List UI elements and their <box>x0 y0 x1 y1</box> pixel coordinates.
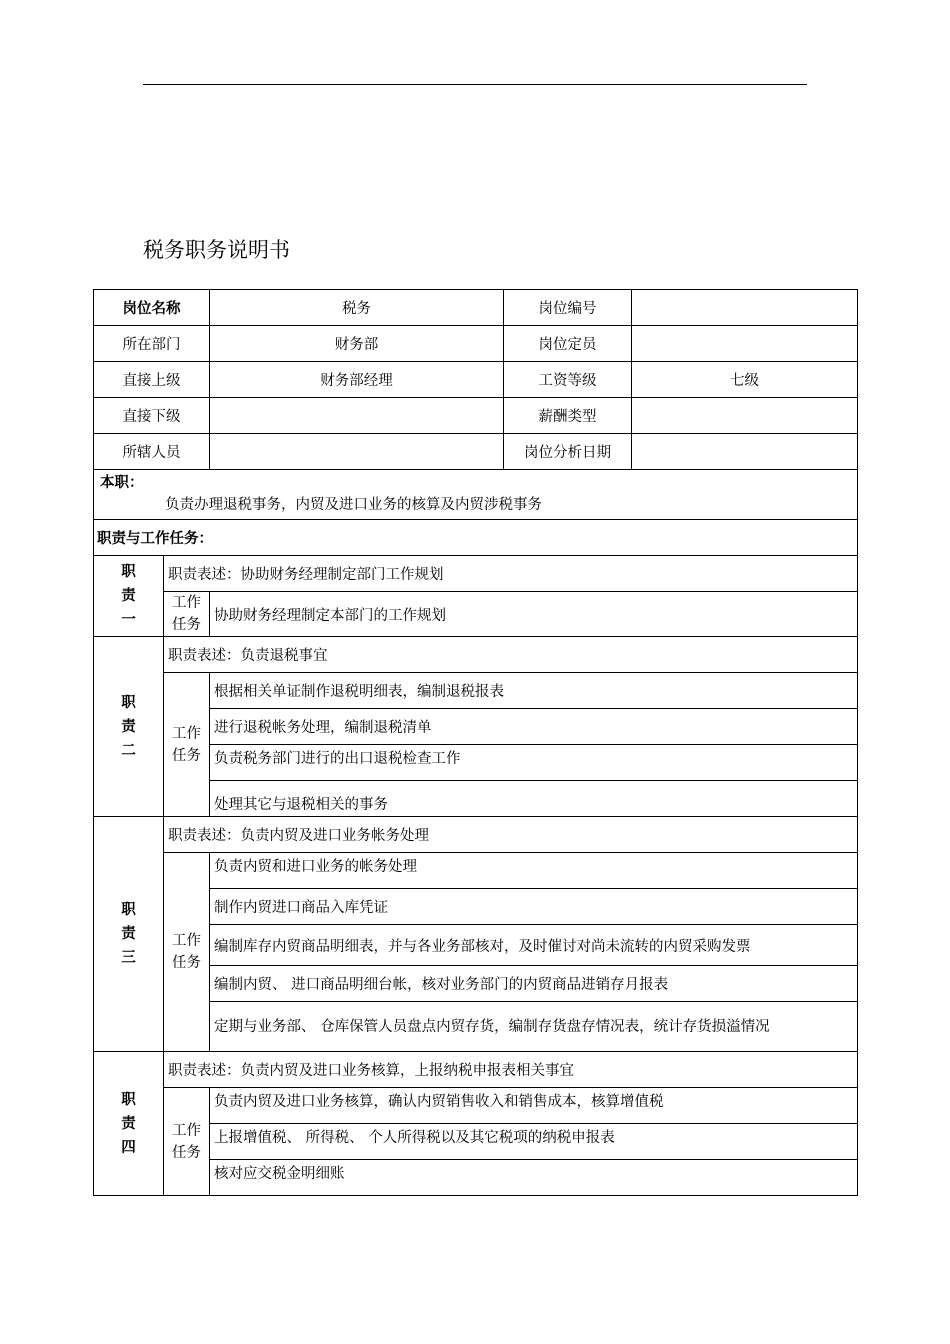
info-value: 财务部经理 <box>210 362 504 398</box>
info-value <box>210 398 504 434</box>
info-label: 岗位定员 <box>504 326 632 362</box>
task-item: 处理其它与退税相关的事务 <box>210 781 858 817</box>
info-row <box>94 362 858 398</box>
info-value <box>210 434 504 470</box>
info-label: 直接上级 <box>94 362 210 398</box>
task-item: 协助财务经理制定本部门的工作规划 <box>210 592 858 637</box>
duty-statement: 职责表述：负责退税事宜 <box>164 637 858 673</box>
duty-name: 职 责 二 <box>94 637 164 817</box>
info-label: 直接下级 <box>94 398 210 434</box>
info-row <box>94 326 858 362</box>
header-rule <box>143 84 807 85</box>
duty-name: 职 责 四 <box>94 1052 164 1196</box>
job-description-table <box>93 289 858 1196</box>
duty-statement: 职责表述：负责内贸及进口业务核算，上报纳税申报表相关事宜 <box>164 1052 858 1088</box>
task-label: 工作 任务 <box>164 1088 210 1196</box>
task-item: 编制库存内贸商品明细表，并与各业务部核对，及时催讨对尚未流转的内贸采购发票 <box>210 925 858 966</box>
page-title: 税务职务说明书 <box>143 238 290 262</box>
info-label: 所在部门 <box>94 326 210 362</box>
duties-header: 职责与工作任务： <box>94 520 858 556</box>
core-duty-row <box>94 470 858 520</box>
duty-name: 职 责 一 <box>94 556 164 637</box>
info-label: 所辖人员 <box>94 434 210 470</box>
info-value <box>632 398 858 434</box>
info-row <box>94 434 858 470</box>
task-item: 根据相关单证制作退税明细表，编制退税报表 <box>210 673 858 709</box>
info-label: 薪酬类型 <box>504 398 632 434</box>
task-item: 定期与业务部、 仓库保管人员盘点内贸存货，编制存货盘存情况表，统计存货损溢情况 <box>210 1002 858 1052</box>
info-label: 岗位编号 <box>504 290 632 326</box>
info-row <box>94 290 858 326</box>
task-label: 工作 任务 <box>164 673 210 817</box>
task-item: 上报增值税、 所得税、 个人所得税以及其它税项的纳税申报表 <box>210 1124 858 1160</box>
core-duty-label: 本职： <box>100 475 144 491</box>
info-value <box>632 290 858 326</box>
duty-statement: 职责表述：协助财务经理制定部门工作规划 <box>164 556 858 592</box>
duty-statement: 职责表述：负责内贸及进口业务帐务处理 <box>164 817 858 853</box>
info-value: 七级 <box>632 362 858 398</box>
info-label: 岗位名称 <box>94 290 210 326</box>
info-value <box>632 326 858 362</box>
task-item: 编制内贸、 进口商品明细台帐，核对业务部门的内贸商品进销存月报表 <box>210 966 858 1002</box>
info-label: 工资等级 <box>504 362 632 398</box>
task-item: 核对应交税金明细账 <box>210 1160 858 1196</box>
task-item: 负责税务部门进行的出口退税检查工作 <box>210 745 858 781</box>
info-value: 财务部 <box>210 326 504 362</box>
duty-name: 职 责 三 <box>94 817 164 1052</box>
info-row <box>94 398 858 434</box>
task-item: 负责内贸和进口业务的帐务处理 <box>210 853 858 889</box>
task-item: 制作内贸进口商品入库凭证 <box>210 889 858 925</box>
info-label: 岗位分析日期 <box>504 434 632 470</box>
core-duty-text: 负责办理退税事务，内贸及进口业务的核算及内贸涉税事务 <box>165 497 542 513</box>
info-value: 税务 <box>210 290 504 326</box>
info-value <box>632 434 858 470</box>
duties-header-row <box>94 520 858 556</box>
task-item: 进行退税帐务处理，编制退税清单 <box>210 709 858 745</box>
task-item: 负责内贸及进口业务核算，确认内贸销售收入和销售成本，核算增值税 <box>210 1088 858 1124</box>
task-label: 工作 任务 <box>164 853 210 1052</box>
task-label: 工作 任务 <box>164 592 210 637</box>
